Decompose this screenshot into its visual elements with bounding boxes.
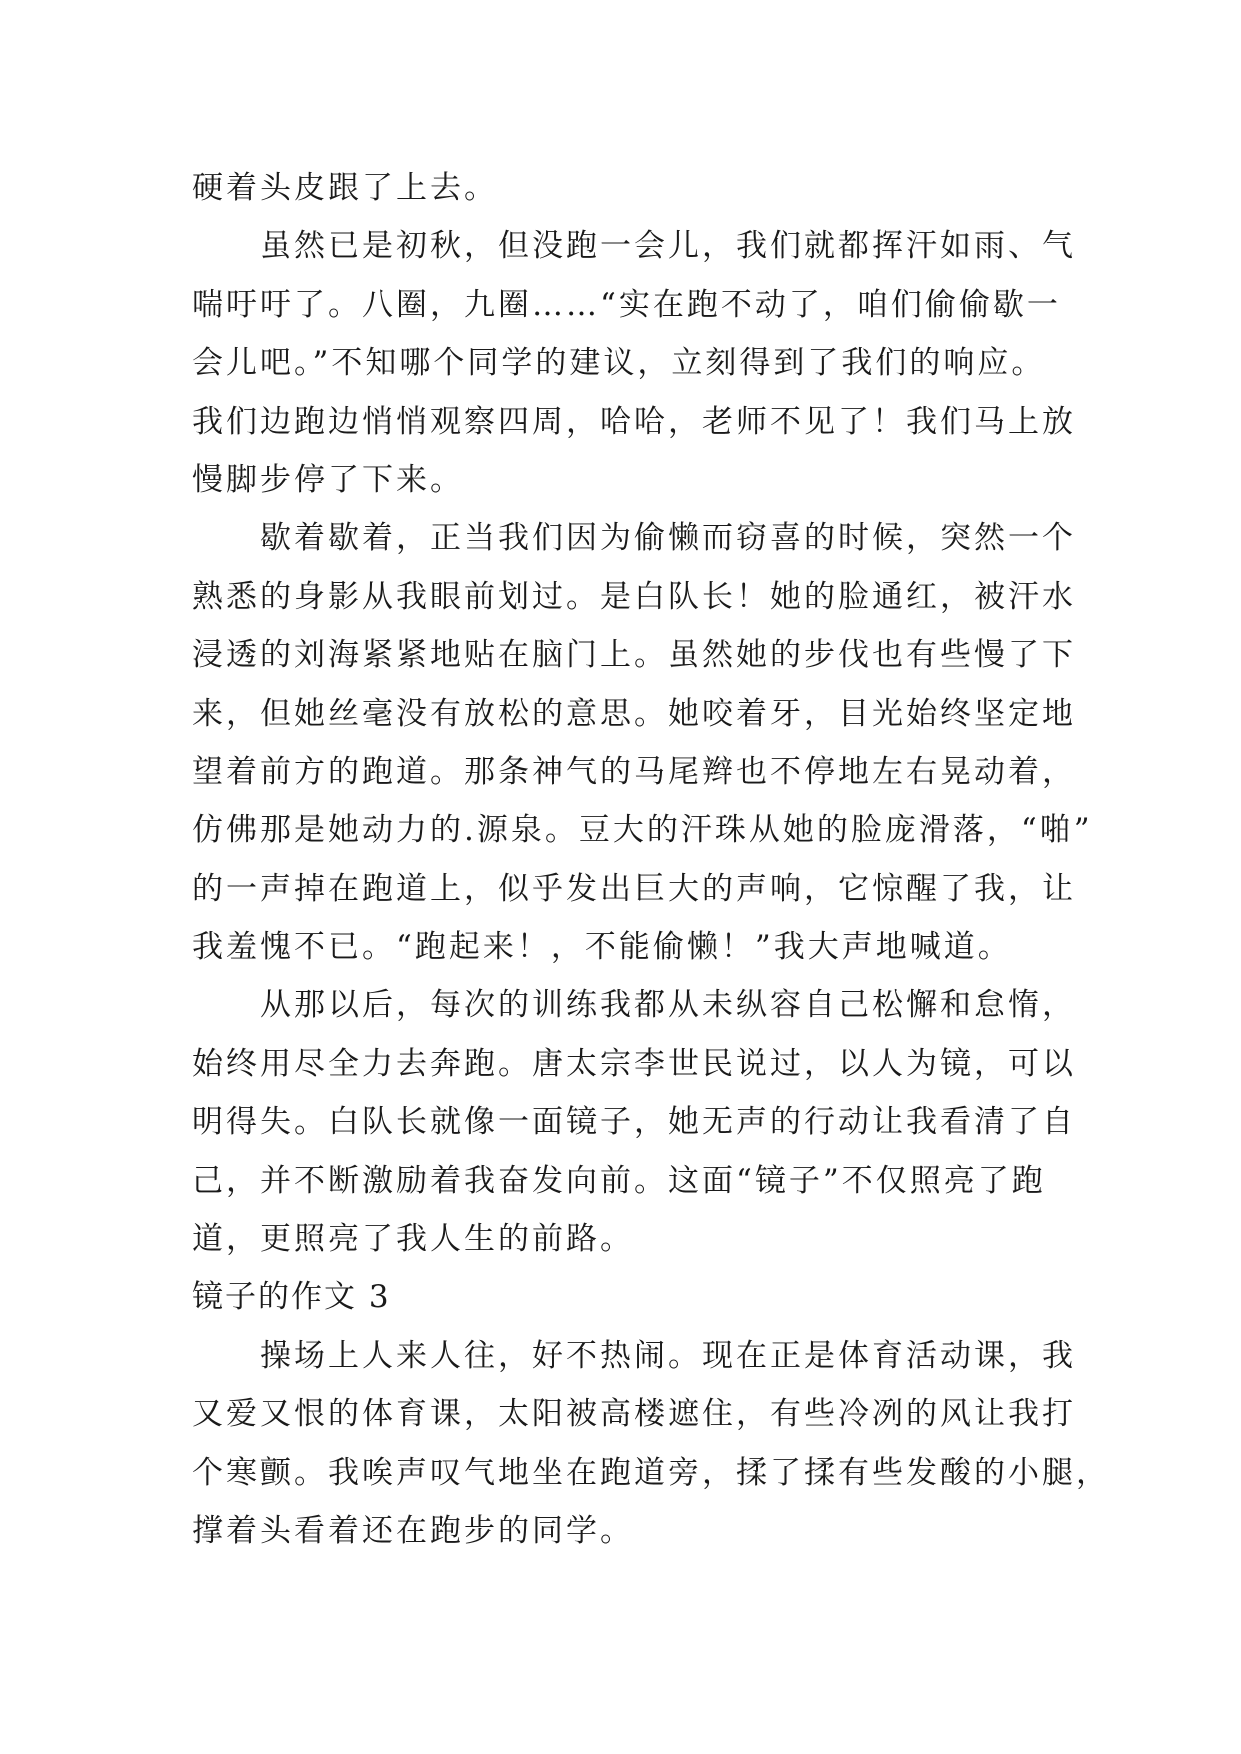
text-line: 个寒颤。我唉声叹气地坐在跑道旁，揉了揉有些发酸的小腿， <box>192 1454 1110 1491</box>
text-line: 明得失。白队长就像一面镜子，她无声的行动让我看清了自 <box>192 1104 1076 1141</box>
text-line: 己，并不断激励着我奋发向前。这面“镜子”不仅照亮了跑 <box>192 1162 1046 1199</box>
text-line: 始终用尽全力去奔跑。唐太宗李世民说过，以人为镜，可以 <box>192 1045 1076 1082</box>
paragraph-start-line: 从那以后，每次的训练我都从未纵容自己松懈和怠惰， <box>260 987 1076 1024</box>
paragraph-start-line: 虽然已是初秋，但没跑一会儿，我们就都挥汗如雨、气 <box>260 228 1076 265</box>
text-line: 我们边跑边悄悄观察四周，哈哈，老师不见了！我们马上放 <box>192 403 1076 440</box>
text-line: 硬着头皮跟了上去。 <box>192 170 498 206</box>
text-line: 会儿吧。”不知哪个同学的建议，立刻得到了我们的响应。 <box>192 345 1046 382</box>
text-line: 的一声掉在跑道上，似乎发出巨大的声响，它惊醒了我，让 <box>192 870 1076 907</box>
paragraph-start-line: 歇着歇着，正当我们因为偷懒而窃喜的时候，突然一个 <box>260 520 1076 557</box>
text-line: 熟悉的身影从我眼前划过。是白队长！她的脸通红，被汗水 <box>192 578 1076 615</box>
paragraph-start-line: 操场上人来人往，好不热闹。现在正是体育活动课，我 <box>260 1337 1076 1374</box>
text-line: 来，但她丝毫没有放松的意思。她咬着牙，目光始终坚定地 <box>192 695 1076 732</box>
text-line: 道，更照亮了我人生的前路。 <box>192 1221 634 1258</box>
text-line: 浸透的刘海紧紧地贴在脑门上。虽然她的步伐也有些慢了下 <box>192 637 1076 674</box>
section-heading: 镜子的作文 3 <box>192 1279 391 1316</box>
text-line: 仿佛那是她动力的.源泉。豆大的汗珠从她的脸庞滑落，“啪” <box>192 812 1093 849</box>
text-line: 撑着头看着还在跑步的同学。 <box>192 1512 634 1549</box>
document-body <box>192 159 1110 1560</box>
text-line: 慢脚步停了下来。 <box>192 461 464 498</box>
text-line: 我羞愧不已。“跑起来！，不能偷懒！”我大声地喊道。 <box>192 929 1012 966</box>
text-line: 望着前方的跑道。那条神气的马尾辫也不停地左右晃动着， <box>192 753 1076 790</box>
text-line: 喘吁吁了。八圈，九圈……“实在跑不动了，咱们偷偷歇一 <box>192 286 1061 323</box>
text-line: 又爱又恨的体育课，太阳被高楼遮住，有些冷冽的风让我打 <box>192 1396 1076 1433</box>
